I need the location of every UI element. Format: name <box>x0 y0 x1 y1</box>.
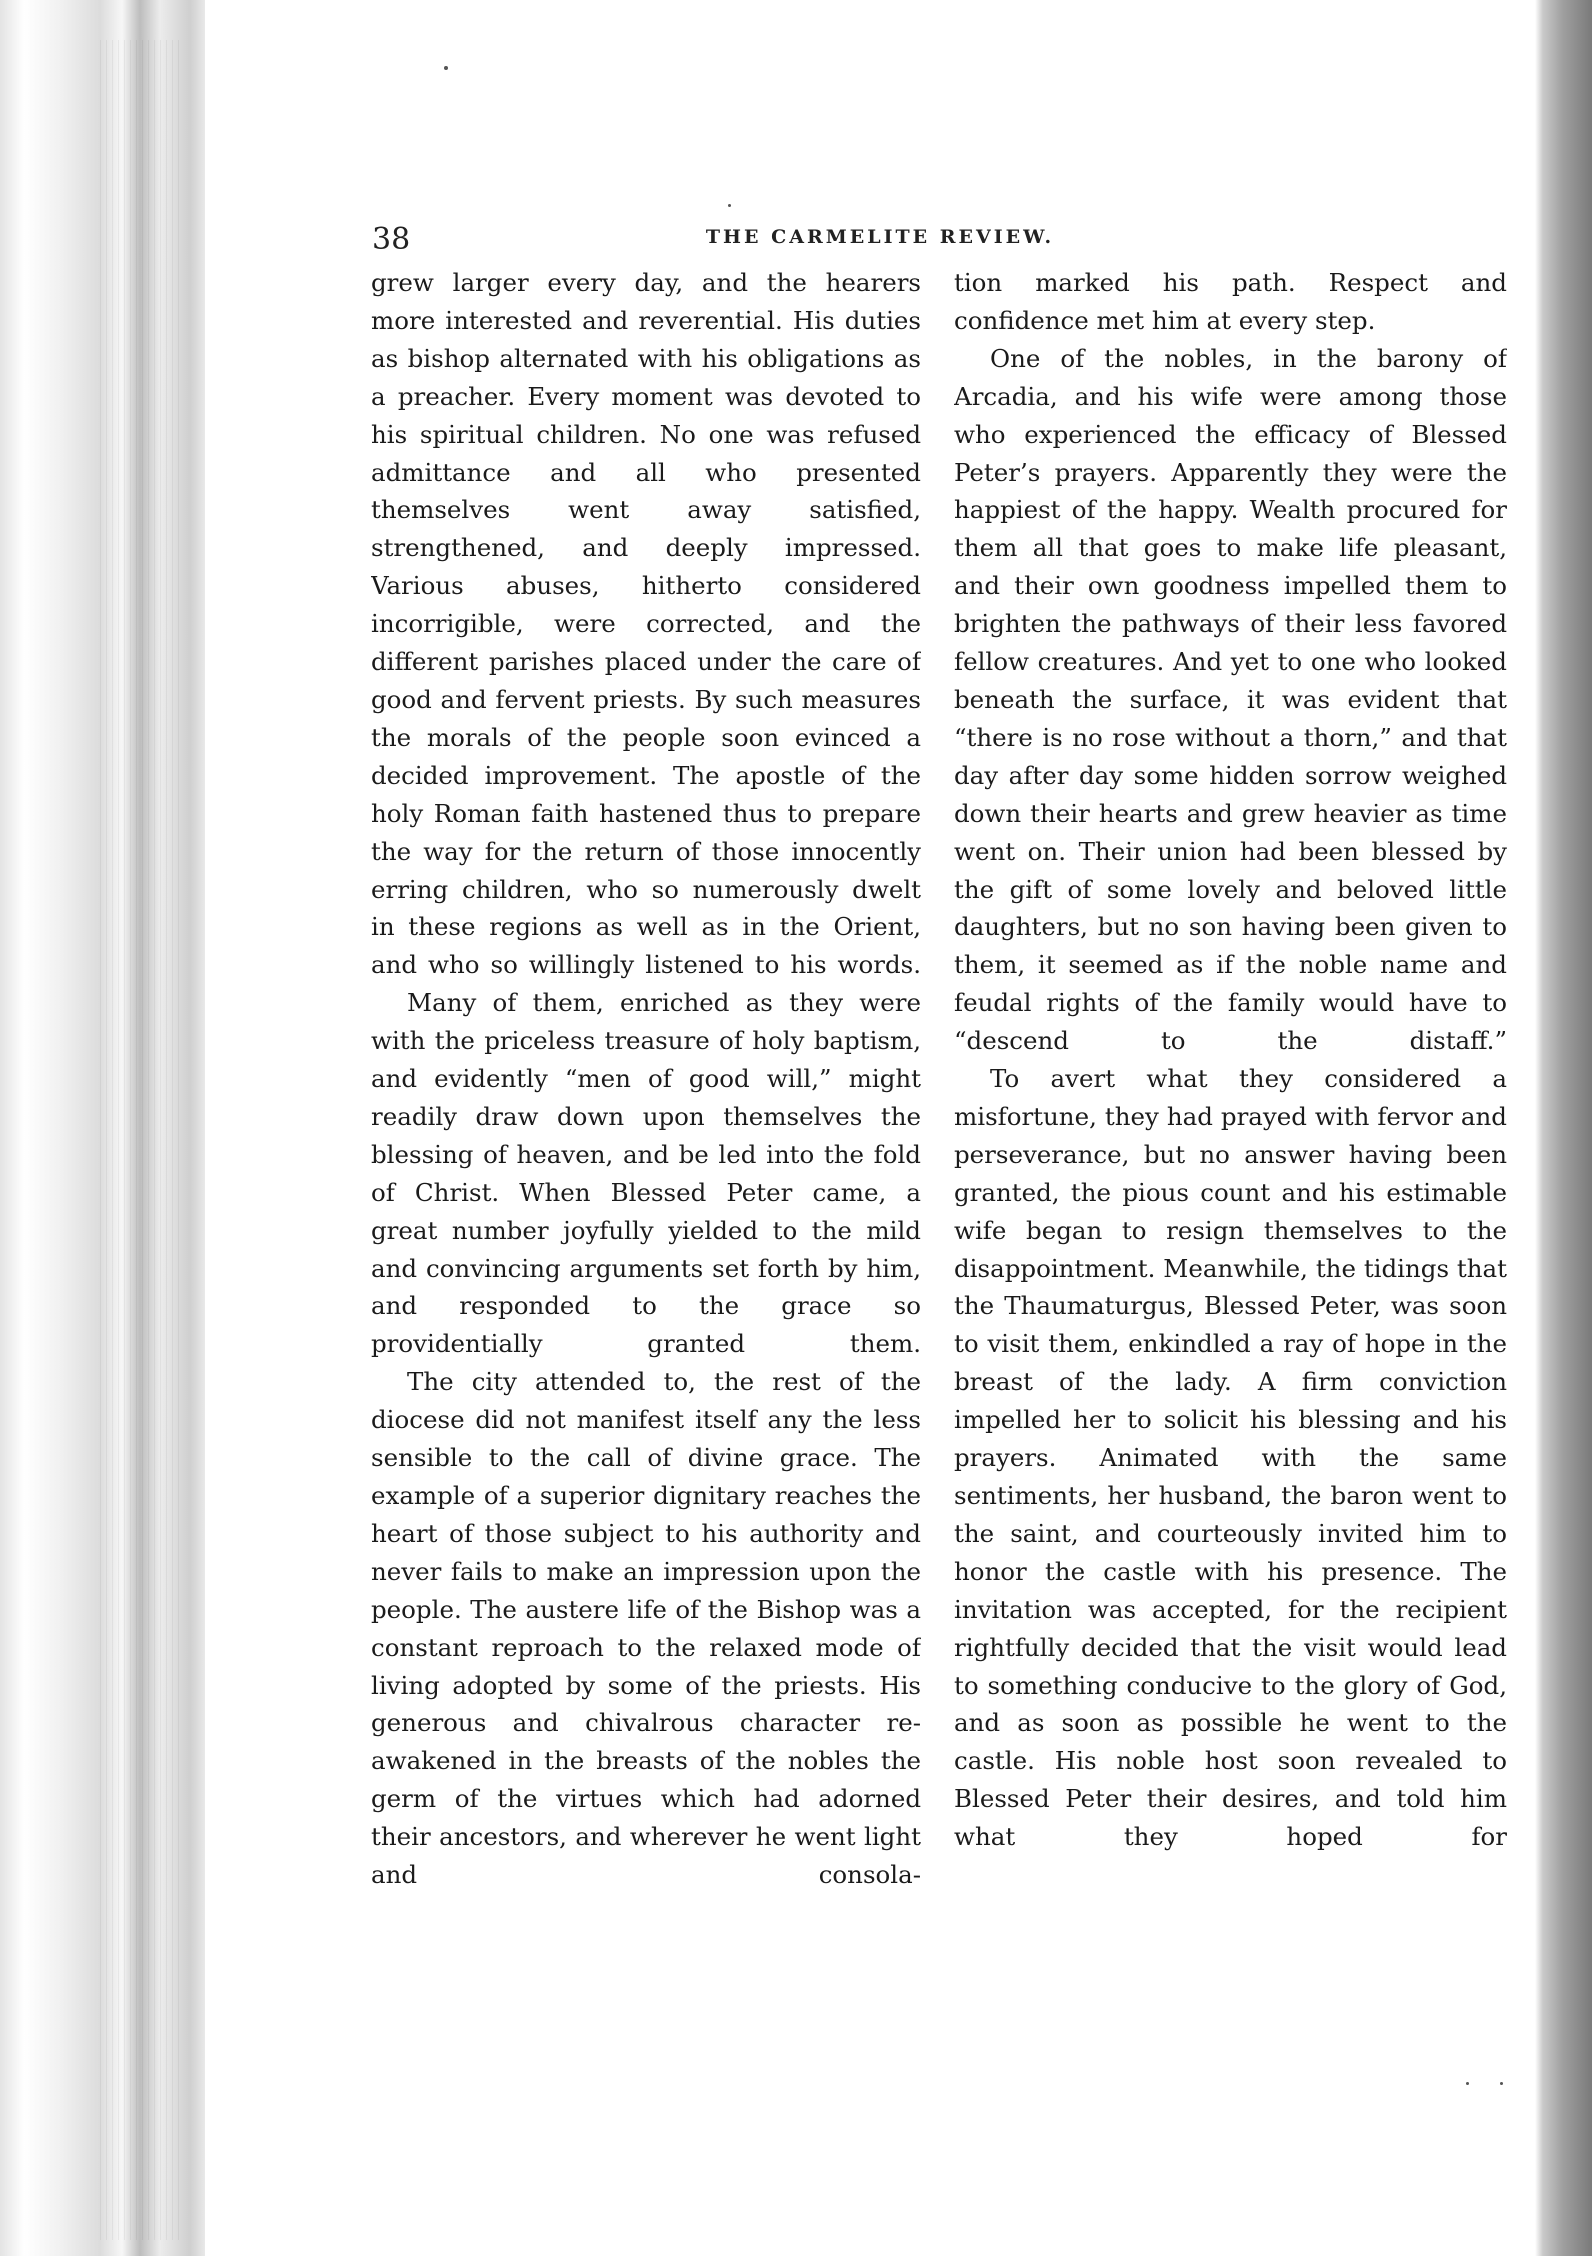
paragraph: To avert what they considered a misfortune, they had prayed with fervor and perseverance, but no answer having been granted, the pious count and his estimable wife began to resign themselves to the disappointment. Meanwhile, the tidings that the Thaumaturgus, Blessed Peter, was soon to visit them, enkindled a ray of hope in the breast of the lady. A firm conviction impelled her to solicit his blessing and his prayers. Animated with the same sentiments, her husband, the baron went to the saint, and courteously invited him to honor the castle with his presence. The invitation was accepted, for the recipient rightfully decided that the visit would lead to something conducive to the glory of God, and as soon as possible he went to the castle. His noble host soon revealed to Blessed Peter their desires, and told him what they hoped for <box>954 1064 1507 1852</box>
page-edges <box>100 40 180 2240</box>
right-page-shadow <box>1535 0 1592 2256</box>
paragraph: One of the nobles, in the barony of Arcadia, and his wife were among those who experienced the efficacy of Blessed Peter’s prayers. Apparently they were the happiest of the happy. Wealth procured for them all that goes to make life pleasant, and their own goodness impelled them to brighten the pathways of their less favored fellow creatures. And yet to one who looked beneath the surface, it was evident that “there is no rose without a thorn,” and that day after day some hidden sorrow weighed down their hearts and grew heavier as time went on. Their union had been blessed by the gift of some lovely and beloved little daughters, but no son having been given to them, it seemed as if the noble name and feudal rights of the family would have to “descend to the distaff.” <box>954 343 1507 1056</box>
paragraph: The city attended to, the rest of the diocese did not manifest itself any the less sensible to the call of divine grace. The example of a superior dignitary reaches the heart of those subject to his authority and never fails to make an impression upon the people. The austere life of the Bishop was a constant reproach to the relaxed mode of living adopted by some of the priests. His generous and chivalrous character re-awakened in the breasts of the nobles the germ of the virtues which had adorned their ancestors, and wherever he went light and consola- <box>371 1367 921 1890</box>
paragraph: grew larger every day, and the hearers more interested and reverential. His duties as bishop alternated with his obligations as a preacher. Every moment was devoted to his spiritual children. No one was refused admittance and all who presented themselves went away satisfied, strengthened, and deeply impressed. Various abuses, hitherto considered incorrigible, were corrected, and the different parishes placed under the care of good and fervent priests. By such measures the morals of the people soon evinced a decided improvement. The apostle of the holy Roman faith hastened thus to prepare the way for the return of those innocently erring children, who so numerously dwelt in these regions as well as in the Orient, and who so willingly listened to his words. <box>371 268 921 980</box>
speck-mark <box>444 66 448 70</box>
speck-mark <box>1466 2082 1469 2085</box>
right-text-column <box>954 264 1507 2064</box>
left-text-column <box>371 264 921 2064</box>
speck-mark <box>1500 2082 1503 2085</box>
paragraph: tion marked his path. Respect and confidence met him at every step. <box>954 268 1507 335</box>
page-number: 38 <box>372 222 411 257</box>
paragraph: Many of them, enriched as they were with the priceless treasure of holy baptism, and evidently “men of good will,” might readily draw down upon themselves the blessing of heaven, and be led into the fold of Christ. When Blessed Peter came, a great number joyfully yielded to the mild and convincing arguments set forth by him, and responded to the grace so providentially granted them. <box>371 988 921 1359</box>
speck-mark <box>728 204 731 207</box>
running-title: THE CARMELITE REVIEW. <box>705 226 1055 248</box>
